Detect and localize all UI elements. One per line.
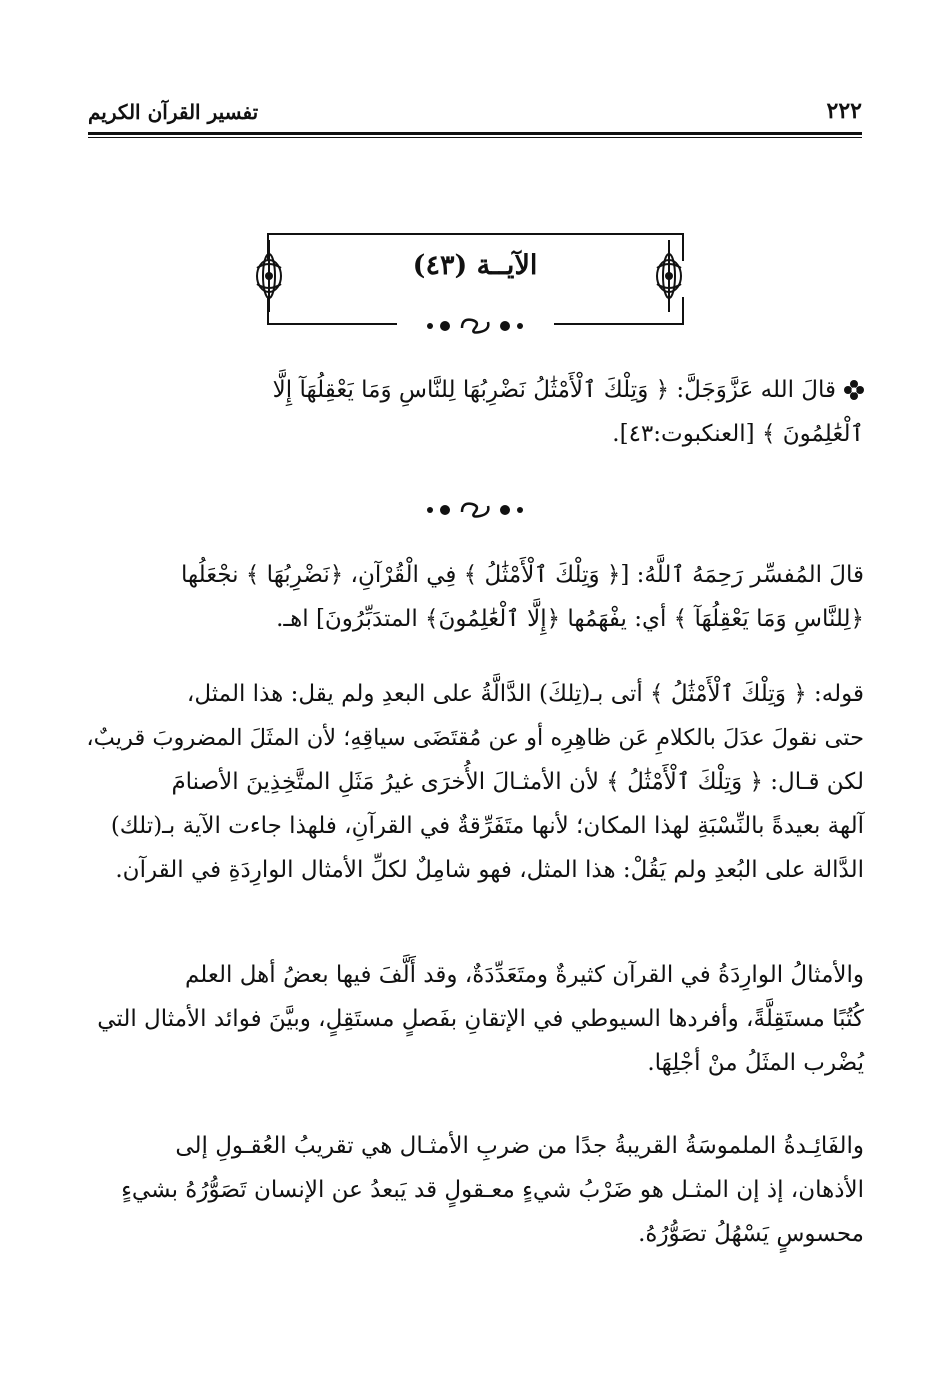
- text-line: محسوسٍ يَسْهُلُ تصَوُّرُهُ.: [638, 1221, 864, 1247]
- header-rule-thin: [88, 137, 862, 138]
- text-line: ﴿لِلنَّاسِ وَمَا يَعْقِلُهَآ ﴾ أي: يفْهَمُها ﴿إِلَّا ٱلْعَٰلِمُونَ﴾ المتدَبِّرُونَ] اهـ.: [276, 606, 864, 632]
- text-line: لكن قـال: ﴿ وَتِلْكَ ٱلْأَمْثَٰلُ ﴾ لأن الأمثـالَ الأُخرَى غيرُ مَثَلِ المتَّخِذِينَ الأصنامَ: [171, 769, 864, 795]
- text-line: حتى نقولَ عدَلَ بالكلامِ عَن ظاهِرِه أو عن مُقتَضَى سياقِهِ؛ لأن المثَلَ المضروبَ قريبٌ،: [86, 725, 864, 751]
- verse-text: قالَ الله عَزَّوَجَلَّ: ﴿ وَتِلْكَ ٱلْأَمْثَٰلُ نَضْرِبُهَا لِلنَّاسِ وَمَا يَعْقِلُهَآ إِلَّا: [272, 377, 836, 403]
- knot-ornament-icon: [652, 238, 686, 314]
- header-rule: [88, 132, 862, 135]
- tafsir-quote-paragraph: [86, 553, 864, 641]
- text-line: يُضْرب المثَلُ منْ أجْلِهَا.: [647, 1050, 864, 1076]
- ornamental-divider-icon: [400, 498, 550, 522]
- commentary-paragraph: [86, 953, 864, 1085]
- book-title: تفسير القرآن الكريم: [88, 100, 259, 124]
- verse-line-2: [86, 412, 864, 456]
- verse-line-1: [86, 368, 864, 412]
- running-header: [88, 96, 862, 136]
- text-line: كُتُبًا مستَقِلَّةً، وأفردها السيوطي في الإتقانِ بفَصلٍ مستَقِلٍ، وبيَّنَ فوائد الأمثال التي: [97, 1006, 864, 1032]
- ornamental-divider-icon: [400, 314, 550, 338]
- text-line: آلهة بعيدةً بالنِّسْبَةِ لهذا المكان؛ لأنها متَفَرِّقةٌ في القرآنِ، فلهذا جاءت الآية بـ(تلك): [110, 813, 864, 839]
- ayah-heading: الآيــة (٤٣): [412, 250, 538, 281]
- text-line: قوله: ﴿ وَتِلْكَ ٱلْأَمْثَٰلُ ﴾ أتى بـ(تِلكَ) الدَّالَّةُ على البعدِ ولم يقل: هذا المثل،: [186, 681, 864, 707]
- quran-verse: [86, 368, 864, 456]
- text-line: والأمثالُ الوارِدَةُ في القرآن كثيرةٌ ومتَعَدِّدَةٌ، وقد أَلَّفَ فيها بعضُ أهل العلم: [184, 962, 864, 988]
- commentary-paragraph: [86, 1124, 864, 1256]
- knot-ornament-icon: [252, 238, 286, 314]
- text-line: الأذهان، إذ إن المثـل هو ضَرْبُ شيءٍ معـقولٍ قد يَبعدُ عن الإنسان تَصَوُّرُهُ بشيءٍ: [121, 1177, 864, 1203]
- text-line: والفَائِـدةُ الملموسَةُ القريبةُ جدًا من ضربِ الأمثـال هي تقريبُ العُقـولِ إلى: [175, 1133, 864, 1159]
- commentary-paragraph: [86, 672, 864, 892]
- text-line: قالَ المُفسِّر رَحِمَهُ ٱللَّهُ: [﴿ وَتِلْكَ ٱلْأَمْثَٰلُ ﴾ فِي الْقُرْآنِ، ﴿نَضْرِبُهَا ﴾ نجْعَلُها: [181, 562, 864, 588]
- verse-text: ٱلْعَٰلِمُونَ ﴾ [العنكبوت:٤٣].: [612, 421, 864, 447]
- flower-bullet-icon: [844, 380, 864, 400]
- page-number: ٢٢٢: [826, 98, 862, 124]
- text-line: الدَّالة على البُعدِ ولم يَقُلْ: هذا المثل، فهو شامِلٌ لكلِّ الأمثال الوارِدَةِ في القرآن.: [115, 857, 864, 883]
